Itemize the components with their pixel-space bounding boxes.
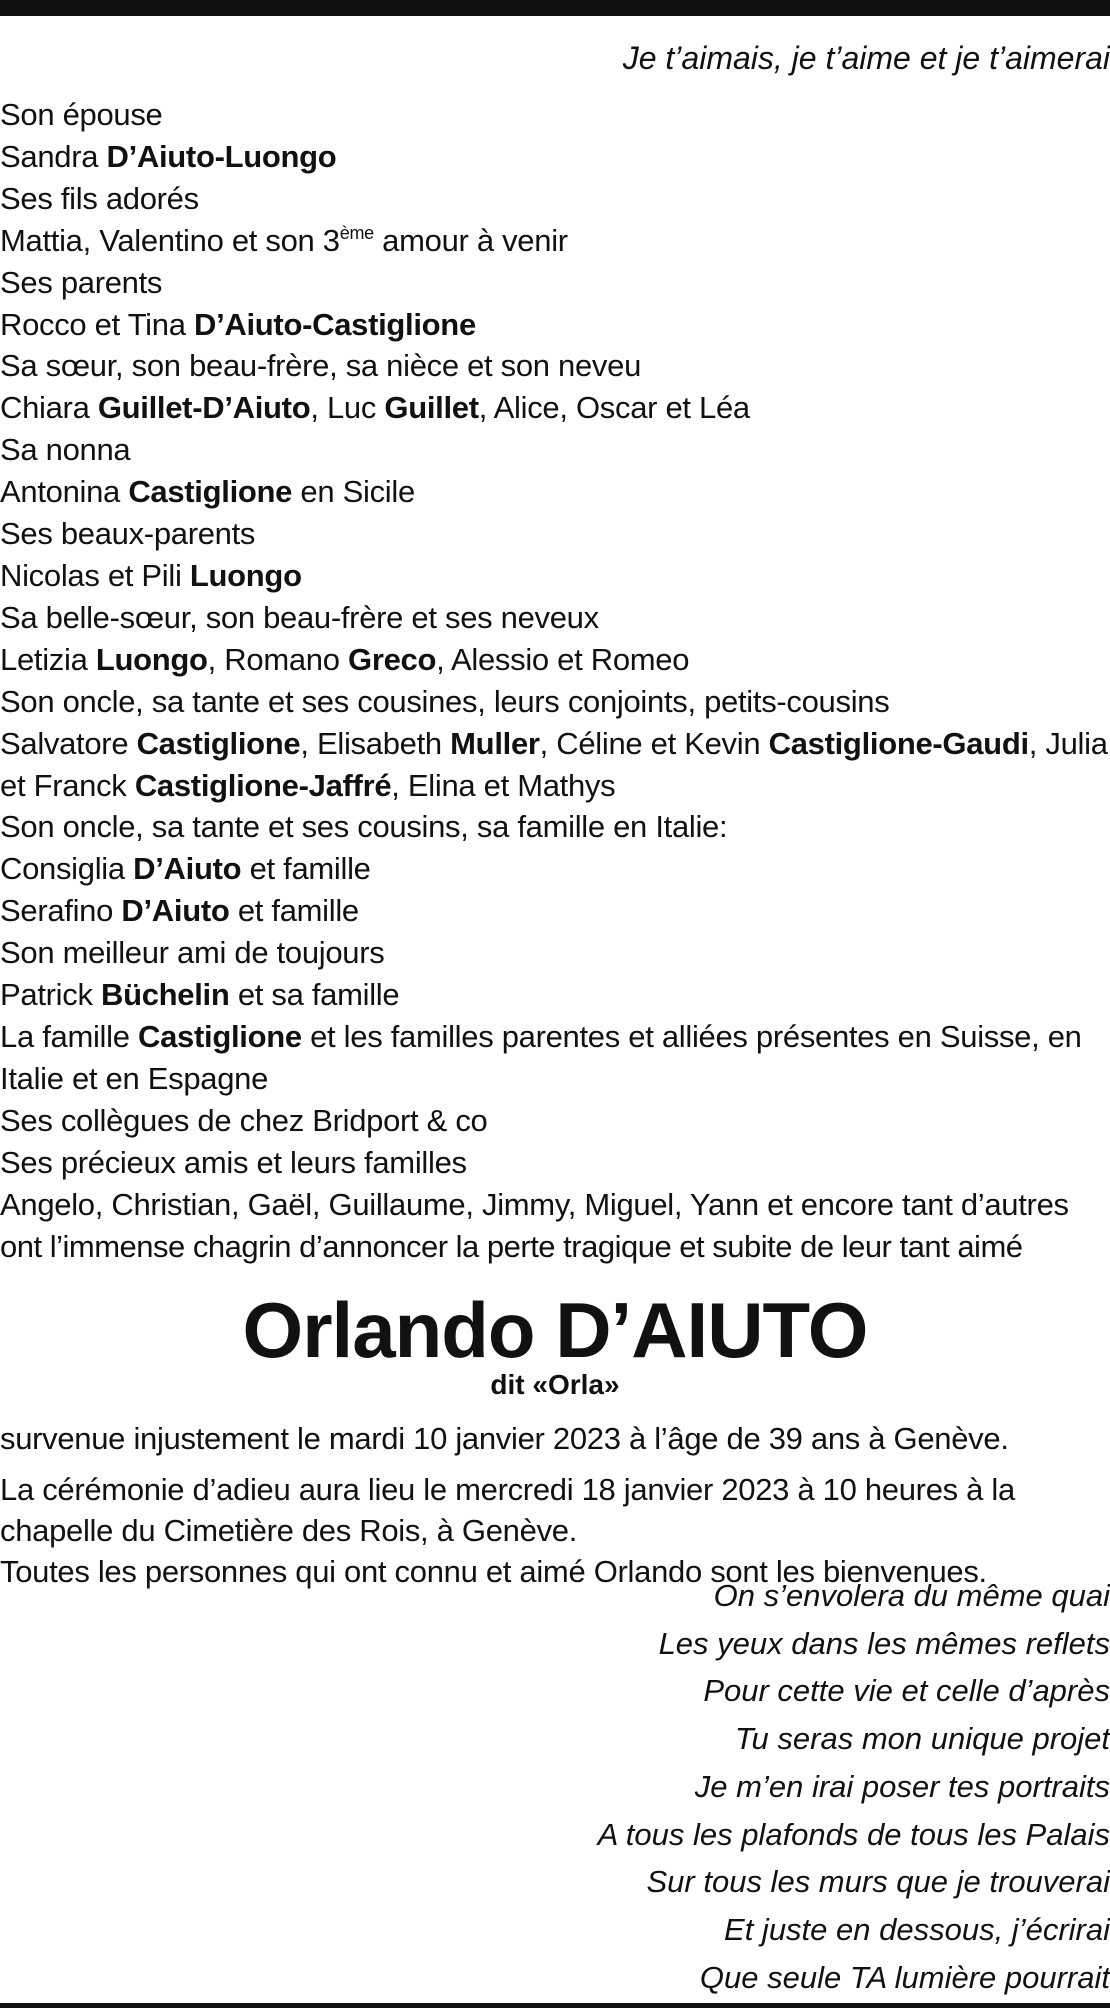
poem-line: Pour cette vie et celle d’après bbox=[703, 1673, 1110, 1709]
surname: Luongo bbox=[95, 641, 208, 677]
sisterinlaw-heading: Sa belle-sœur, son beau-frère et ses neveux bbox=[0, 599, 599, 635]
rest: en Sicile bbox=[292, 474, 415, 510]
siblings-line bbox=[0, 387, 1108, 429]
bottom-border bbox=[0, 2003, 1110, 2008]
surname: Castiglione bbox=[138, 1018, 302, 1054]
surname: D’Aiuto-Castiglione bbox=[193, 306, 476, 342]
connector: , Luc bbox=[310, 390, 377, 426]
family-list bbox=[0, 94, 1108, 1225]
extended-family-line bbox=[0, 1016, 1108, 1100]
surname: Castiglione bbox=[136, 725, 301, 761]
surname: Castiglione-Jaffré bbox=[134, 767, 392, 803]
connector: , Julia et Franck bbox=[0, 725, 1108, 803]
connector: , Romano bbox=[207, 641, 340, 677]
rest: et sa famille bbox=[229, 977, 400, 1013]
nonna-heading: Sa nonna bbox=[0, 432, 131, 468]
connector: , Elisabeth bbox=[300, 725, 442, 761]
spouse-heading: Son épouse bbox=[0, 97, 163, 132]
first-name: Letizia bbox=[0, 641, 88, 677]
deceased-nickname: dit «Orla» bbox=[490, 1369, 620, 1400]
poem-line: Tu seras mon unique projet bbox=[734, 1721, 1110, 1757]
surname: Luongo bbox=[189, 557, 302, 593]
first-name: Antonina bbox=[0, 474, 120, 510]
poem-line: Les yeux dans les mêmes reflets bbox=[658, 1625, 1110, 1661]
sons-rest: amour à venir bbox=[373, 222, 568, 258]
poem-line: A tous les plafonds de tous les Palais bbox=[597, 1816, 1110, 1852]
poem bbox=[0, 1572, 1110, 2001]
first-name: Rocco et Tina bbox=[0, 306, 186, 342]
poem-line: Et juste en dessous, j’écrirai bbox=[724, 1911, 1110, 1947]
first-name: Patrick bbox=[0, 977, 93, 1013]
surname: Muller bbox=[450, 725, 540, 761]
service-details bbox=[0, 1418, 1108, 1592]
poem-line: Que seule TA lumière pourrait bbox=[699, 1959, 1110, 1995]
uncle2-heading: Son oncle, sa tante et ses cousins, sa famille en Italie: bbox=[0, 809, 728, 845]
welcome-note: Toutes les personnes qui ont connu et aimé Orlando sont les bienvenues. bbox=[0, 1554, 987, 1589]
surname: Castiglione bbox=[128, 474, 293, 510]
uncle2-line-a bbox=[0, 848, 1108, 890]
surname: Büchelin bbox=[100, 977, 230, 1013]
top-border bbox=[0, 0, 1110, 16]
rest: , Elina et Mathys bbox=[391, 767, 616, 803]
surname: D’Aiuto bbox=[121, 893, 230, 929]
surname: Guillet-D’Aiuto bbox=[97, 390, 311, 426]
surname: Guillet bbox=[384, 390, 479, 426]
spouse-line bbox=[0, 136, 1108, 178]
parents-heading: Ses parents bbox=[0, 264, 163, 300]
surname: D’Aiuto-Luongo bbox=[106, 138, 337, 174]
first-name: Sandra bbox=[0, 138, 99, 174]
deceased-name: Orlando D’AIUTO bbox=[242, 1286, 868, 1374]
first-name: Chiara bbox=[0, 390, 90, 426]
surname: D’Aiuto bbox=[133, 851, 242, 887]
sisterinlaw-line bbox=[0, 639, 1108, 681]
uncle2-line-b bbox=[0, 890, 1108, 932]
first-name: Serafino bbox=[0, 893, 114, 929]
sons-names: Mattia, Valentino et son 3 bbox=[0, 222, 340, 258]
first-name: Nicolas et Pili bbox=[0, 557, 182, 593]
uncle1-line bbox=[0, 723, 1108, 807]
sons-line bbox=[0, 220, 1108, 262]
inlaws-line bbox=[0, 555, 1108, 597]
uncle1-heading: Son oncle, sa tante et ses cousines, leurs conjoints, petits-cousins bbox=[0, 683, 890, 719]
rest: , Alice, Oscar et Léa bbox=[478, 390, 750, 426]
friends-heading: Ses précieux amis et leurs familles bbox=[0, 1144, 467, 1180]
poem-line: Je m’en irai poser tes portraits bbox=[694, 1768, 1110, 1804]
first-name: Salvatore bbox=[0, 725, 129, 761]
rest: et famille bbox=[229, 893, 359, 929]
announcement: ont l’immense chagrin d’annoncer la perte tragique et subite de leur tant aimé bbox=[0, 1229, 1023, 1264]
death-notice: survenue injustement le mardi 10 janvier 2023 à l’âge de 39 ans à Genève. bbox=[0, 1421, 1009, 1456]
epigraph: Je t’aimais, je t’aime et je t’aimerai bbox=[622, 40, 1110, 76]
siblings-heading: Sa sœur, son beau-frère, sa nièce et son neveu bbox=[0, 348, 642, 384]
parents-line bbox=[0, 304, 1108, 346]
poem-line: Sur tous les murs que je trouverai bbox=[646, 1864, 1110, 1900]
colleagues-line: Ses collègues de chez Bridport & co bbox=[0, 1102, 488, 1138]
superscript: ème bbox=[339, 222, 374, 243]
friends-line: Angelo, Christian, Gaël, Guillaume, Jimmy, Miguel, Yann et encore tant d’autres bbox=[0, 1186, 1069, 1222]
rest: et les familles parentes et alliées présentes en Suisse, en Italie et en Espagne bbox=[0, 1018, 1082, 1096]
poem-line: On s’envolera du même quai bbox=[713, 1578, 1110, 1613]
connector: , Céline et Kevin bbox=[539, 725, 761, 761]
rest: , Alessio et Romeo bbox=[436, 641, 690, 677]
surname: Greco bbox=[348, 641, 437, 677]
first-name: Consiglia bbox=[0, 851, 125, 887]
rest: et famille bbox=[241, 851, 371, 887]
nonna-line bbox=[0, 471, 1108, 513]
inlaws-heading: Ses beaux-parents bbox=[0, 516, 256, 552]
friend-heading: Son meilleur ami de toujours bbox=[0, 935, 385, 971]
ceremony-info: La cérémonie d’adieu aura lieu le mercredi 18 janvier 2023 à 10 heures à la chapelle du Cimetière des Rois, à Genève. bbox=[0, 1472, 1015, 1548]
surname: Castiglione-Gaudi bbox=[768, 725, 1029, 761]
friend-line bbox=[0, 974, 1108, 1016]
first-name: La famille bbox=[0, 1018, 130, 1054]
sons-heading: Ses fils adorés bbox=[0, 180, 199, 216]
